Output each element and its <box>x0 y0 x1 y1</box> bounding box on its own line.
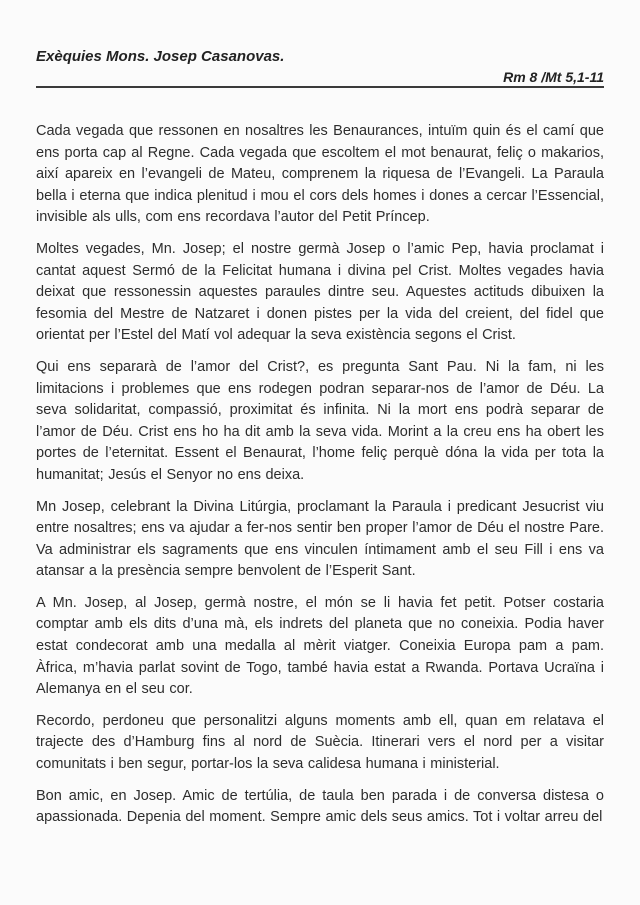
paragraph: Bon amic, en Josep. Amic de tertúlia, de taula ben parada i de conversa distesa o apassionada. Depenia del moment. Sempre amic dels seus amics. Tot i voltar arreu del <box>36 787 604 826</box>
page-header <box>36 48 604 88</box>
paragraph: Qui ens separarà de l’amor del Crist?, es pregunta Sant Pau. Ni la fam, ni les limitacions i problemes que ens rodegen podran separar-nos de l’amor de Déu. La seva solidaritat, compassió, proximitat és infinita. Ni la mort ens podrà separar de l’amor de Déu. Crist ens ho ha dit amb la seva vida. Morint a la creu ens ha obert les portes de l’eternitat. Essent el Benaurat, l’home feliç perquè dóna la vida per tota la humanitat; Jesús el Senyor no ens deixa. <box>36 358 604 483</box>
paragraph: A Mn. Josep, al Josep, germà nostre, el món se li havia fet petit. Potser costaria comptar amb els dits d’una mà, els indrets del planeta que no coneixia. Podia haver estat condecorat amb una medalla al mèrit viatger. Coneixia Europa pam a pam. Àfrica, m’havia parlat sovint de Togo, també havia estat a Rwanda. Portava Ucraïna i Alemanya en el seu cor. <box>36 594 604 698</box>
paragraph: Mn Josep, celebrant la Divina Litúrgia, proclamant la Paraula i predicant Jesucrist viu entre nosaltres; ens va ajudar a fer-nos sentir ben proper l’amor de Déu el nostre Pare. Va administrar els sagraments que ens vinculen íntimament amb el seu Fill i ens va atansar a la presència sempre benvolent de l’Esperit Sant. <box>36 498 604 580</box>
scripture-reference: Rm 8 /Mt 5,1-11 <box>503 69 604 85</box>
paragraph: Cada vegada que ressonen en nosaltres les Benaurances, intuïm quin és el camí que ens porta cap al Regne. Cada vegada que escoltem el mot benaurat, feliç o makarios, així apareix en l’evangeli de Mateu, comprenem la riquesa de l’Evangeli. La Paraula bella i eterna que indica plenitud i mou el cors dels homes i dones a cercar l’Essencial, invisible als ulls, com ens recordava l’autor del Petit Príncep. <box>36 123 604 226</box>
header-rule <box>36 86 604 88</box>
paragraph: Recordo, perdoneu que personalitzi alguns moments amb ell, quan em relatava el trajecte des d’Hamburg fins al nord de Suècia. Itinerari vers el nord per a visitar comunitats i ben segur, portar-los la seva calidesa humana i ministerial. <box>36 712 604 773</box>
document-title: Exèquies Mons. Josep Casanovas. <box>36 48 285 65</box>
paragraph: Moltes vegades, Mn. Josep; el nostre germà Josep o l’amic Pep, havia proclamat i cantat aquest Sermó de la Felicitat humana i divina pel Crist. Moltes vegades havia deixat que ressonessin aquestes paraules dintre seu. Aquestes actituds dibuixen la fesomia del Mestre de Natzaret i donen pistes per la vida del creient, del fidel que orientat per l’Estel del Matí vol adequar la seva existència segons el Crist. <box>36 240 604 344</box>
document-body <box>36 121 604 829</box>
